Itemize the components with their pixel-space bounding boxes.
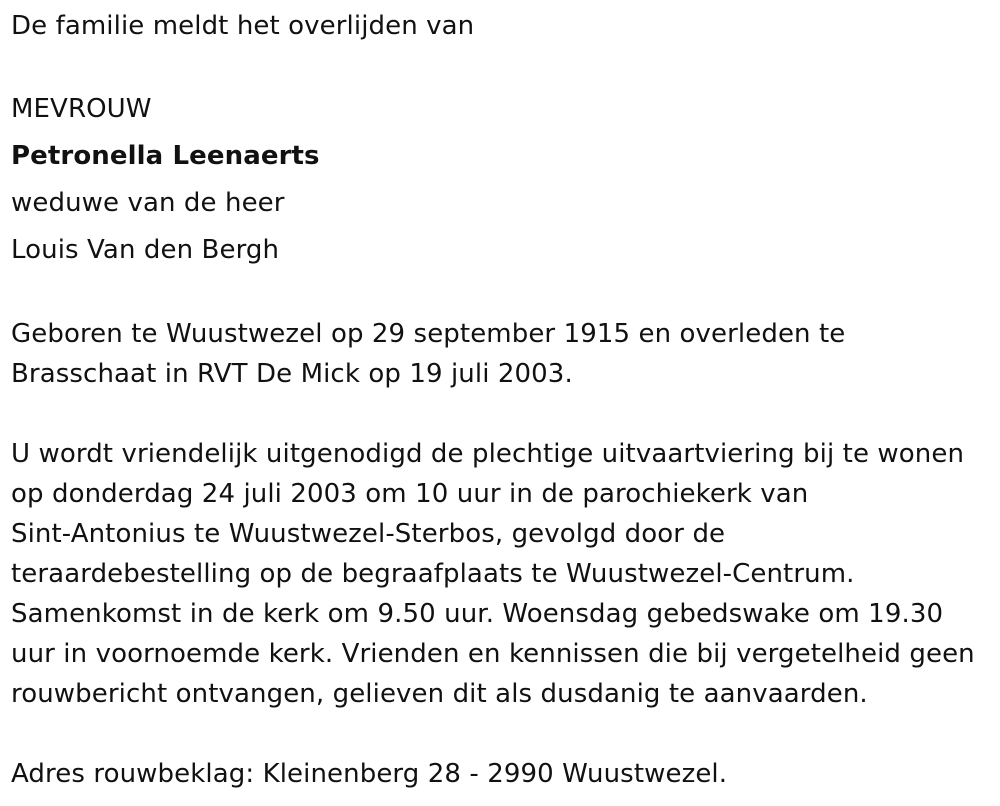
birth-death-paragraph xyxy=(11,314,996,394)
spacer xyxy=(11,394,996,434)
spacer xyxy=(11,714,996,754)
paragraph-line: rouwbericht ontvangen, gelieven dit als dusdanig te aanvaarden. xyxy=(11,679,868,709)
paragraph-line: Sint-Antonius te Wuustwezel-Sterbos, gevolgd door de xyxy=(11,519,726,549)
relation-line: weduwe van de heer xyxy=(11,188,285,218)
paragraph-line: U wordt vriendelijk uitgenodigd de plechtige uitvaartviering bij te wonen xyxy=(11,439,965,469)
paragraph-line: Brasschaat in RVT De Mick op 19 juli 2003. xyxy=(11,359,573,389)
paragraph-line: Geboren te Wuustwezel op 29 september 1915 en overleden te xyxy=(11,319,846,349)
intro-text: De familie meldt het overlijden van xyxy=(11,11,475,41)
spacer xyxy=(11,274,996,314)
death-notice xyxy=(11,0,996,794)
paragraph-line: Samenkomst in de kerk om 9.50 uur. Woensdag gebedswake om 19.30 xyxy=(11,599,944,629)
paragraph-line: uur in voornoemde kerk. Vrienden en kennissen die bij vergetelheid geen xyxy=(11,639,975,669)
deceased-name: Petronella Leenaerts xyxy=(11,141,320,171)
funeral-paragraph xyxy=(11,434,996,714)
paragraph-line: teraardebestelling op de begraafplaats te Wuustwezel-Centrum. xyxy=(11,559,855,589)
spouse-name: Louis Van den Bergh xyxy=(11,235,280,265)
honorific-title: MEVROUW xyxy=(11,94,152,124)
paragraph-line: op donderdag 24 juli 2003 om 10 uur in de parochiekerk van xyxy=(11,479,809,509)
condolence-address: Adres rouwbeklag: Kleinenberg 28 - 2990 Wuustwezel. xyxy=(11,759,728,789)
